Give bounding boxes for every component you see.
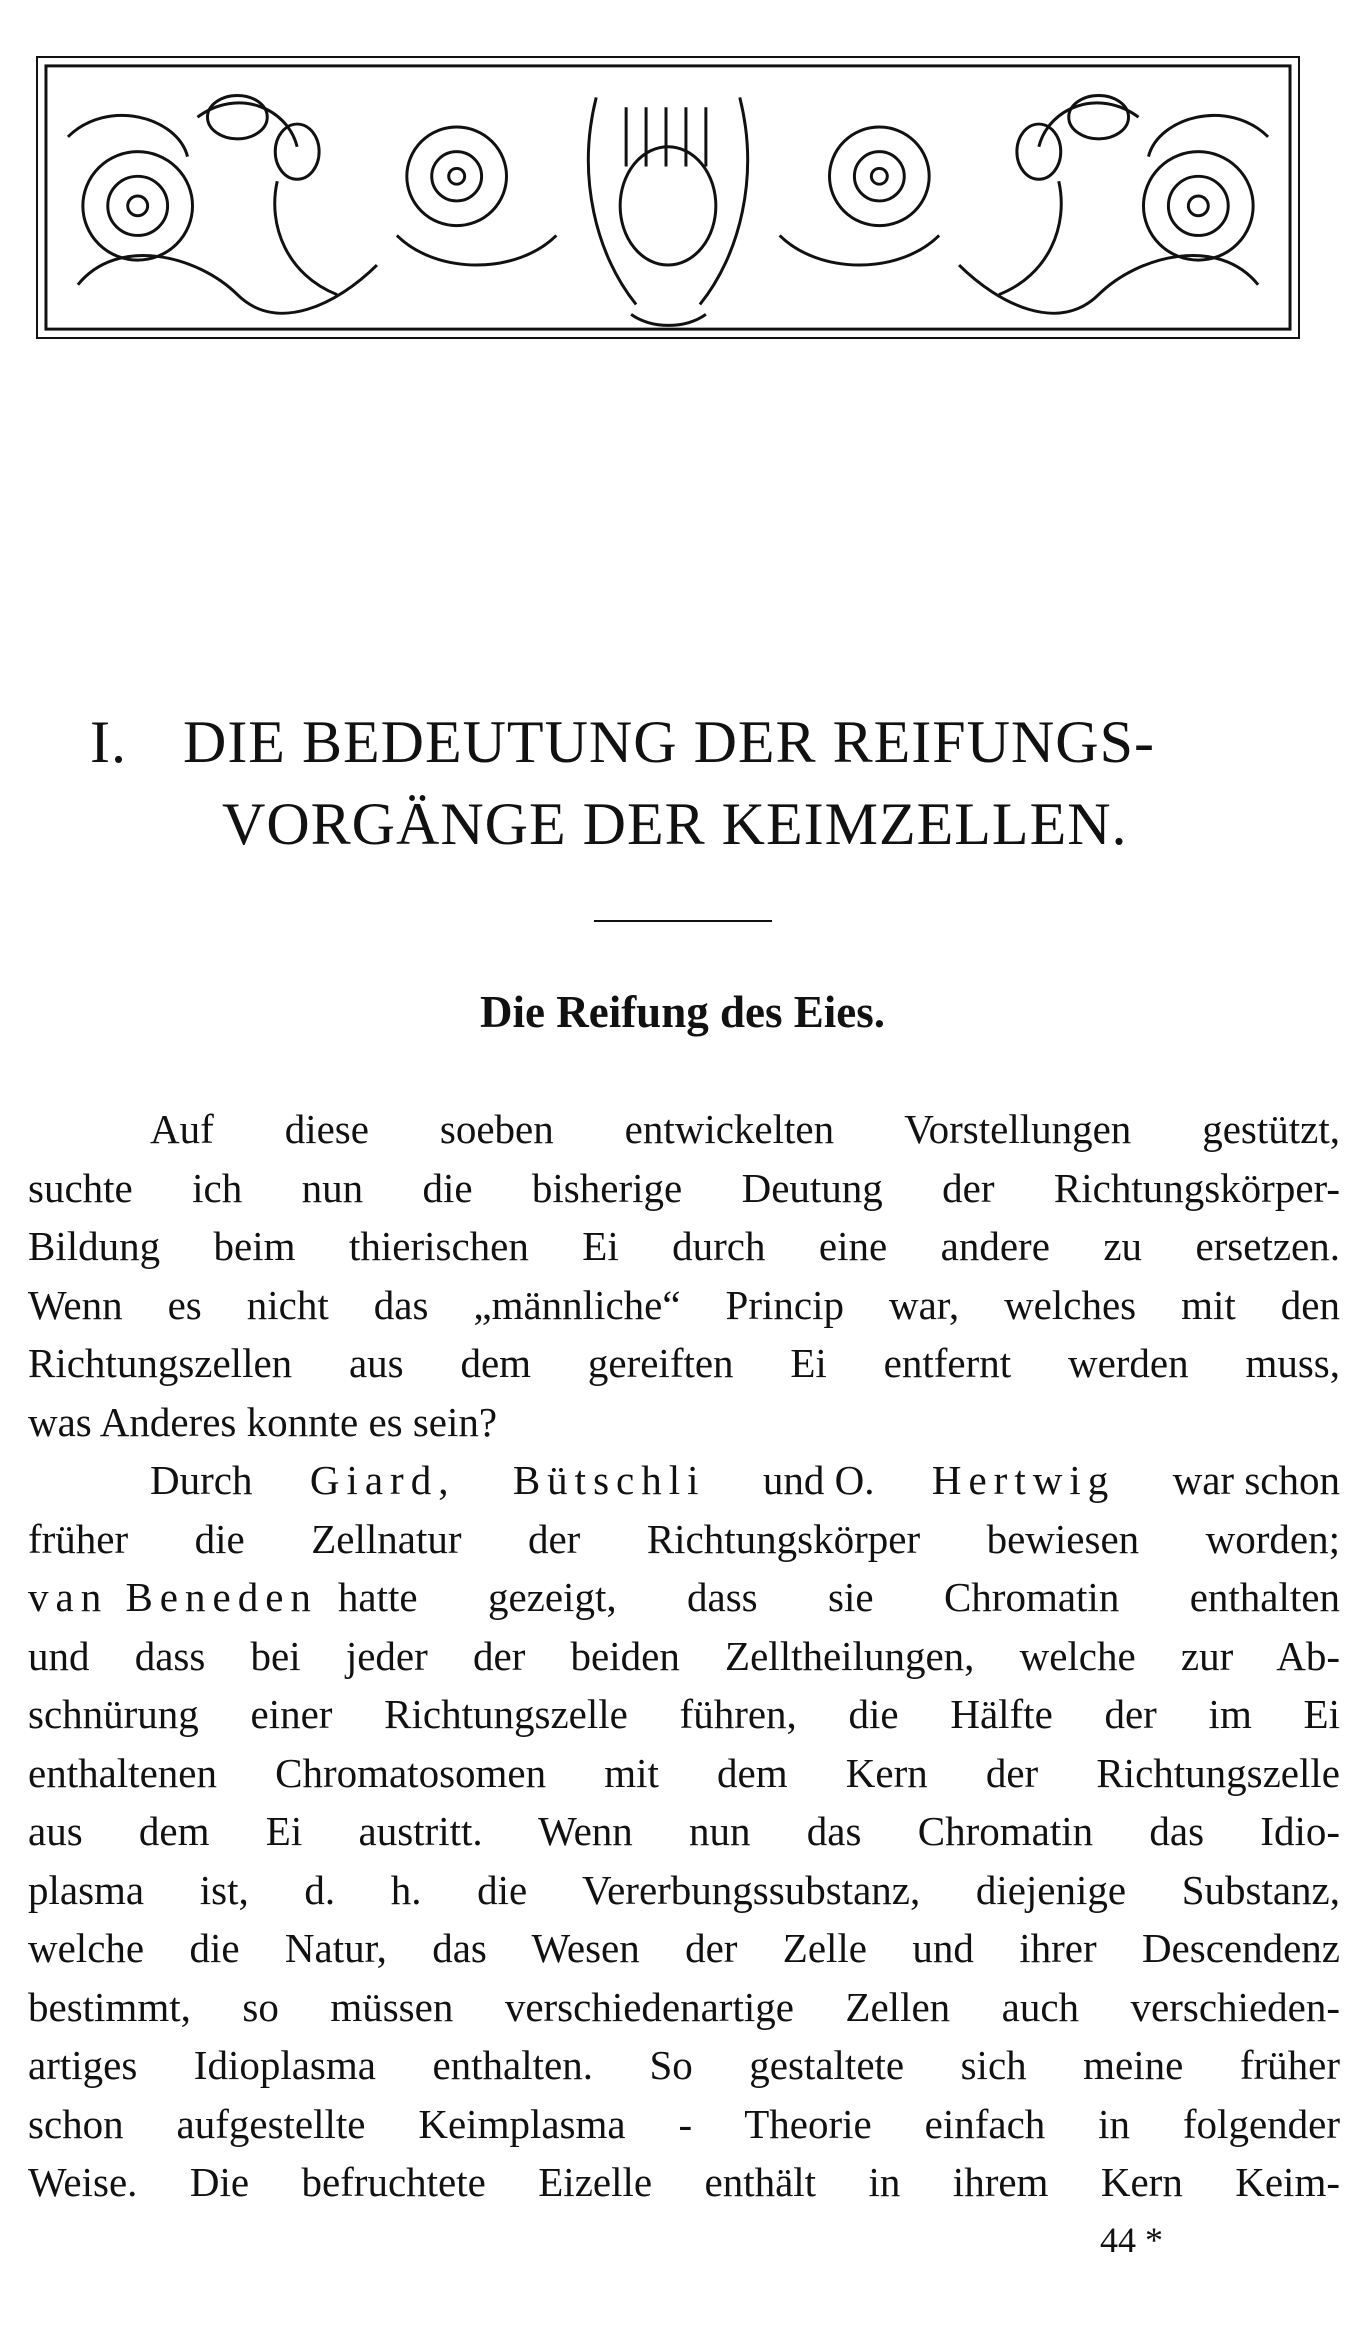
text-line: [28, 1217, 1340, 1276]
text-line: [28, 1568, 1340, 1627]
text-line: [28, 1627, 1340, 1686]
header-ornament: [36, 56, 1300, 339]
chapter-title-line-2: VORGÄNGE DER KEIMZELLEN.: [222, 791, 1128, 857]
chapter-number: I.: [90, 709, 127, 775]
author-name-buetschli: Bütschli: [512, 1457, 706, 1503]
text-line-content: plasma ist, d. h. die Vererbungssubstanz, diejenige Substanz,: [28, 1866, 1340, 1913]
text-line: [28, 1100, 1340, 1159]
text-line-content: artiges Idioplasma enthalten. So gestaltete sich meine früher: [28, 2042, 1340, 2088]
text-line: [28, 1276, 1340, 1335]
section-heading: Die Reifung des Eies.: [480, 987, 885, 1037]
text-line: [28, 1744, 1340, 1803]
text-line: [28, 1334, 1340, 1393]
author-name-hertwig: Hertwig: [931, 1457, 1116, 1503]
text-line-content: hatte gezeigt, dass sie Chromatin enthalten: [337, 1574, 1340, 1620]
text-line-content: Wenn es nicht das „männliche“ Princip war, welches mit den: [28, 1281, 1340, 1328]
author-name-van-beneden: van Beneden: [28, 1574, 318, 1620]
text-line: [28, 2036, 1340, 2095]
text-line: [28, 1451, 1340, 1510]
body-text: [28, 1100, 1340, 2212]
text-line: [28, 1978, 1340, 2037]
text-line: [28, 2095, 1340, 2154]
text-word: Durch: [150, 1457, 253, 1503]
text-line-content: was Anderes konnte es sein?: [28, 1398, 498, 1445]
text-line-content: schnürung einer Richtungszelle führen, die Hälfte der im Ei: [28, 1691, 1340, 1737]
text-line: [28, 1159, 1340, 1218]
text-line: [28, 1861, 1340, 1920]
text-line-content: Richtungszellen aus dem gereiften Ei entfernt werden muss,: [28, 1340, 1340, 1386]
text-line-content: bestimmt, so müssen verschiedenartige Zellen auch verschieden-: [28, 1983, 1340, 2030]
text-line: [28, 1393, 1340, 1452]
text-line-content: suchte ich nun die bisherige Deutung der Richtungskörper-: [28, 1164, 1340, 1211]
title-divider: [594, 920, 772, 922]
text-line-content: Bildung beim thierischen Ei durch eine andere zu ersetzen.: [28, 1223, 1340, 1269]
text-line-content: schon aufgestellte Keimplasma - Theorie einfach in folgender: [28, 2100, 1340, 2147]
text-word: war schon: [1172, 1457, 1340, 1503]
text-line: [28, 1919, 1340, 1978]
text-line-content: aus dem Ei austritt. Wenn nun das Chromatin das Idio-: [28, 1808, 1340, 1854]
text-line-content: und dass bei jeder der beiden Zelltheilungen, welche zur Ab-: [28, 1632, 1340, 1679]
author-name-giard: Giard,: [309, 1457, 456, 1503]
page-number: 44 *: [1100, 2220, 1163, 2260]
text-line: [28, 1510, 1340, 1569]
text-line-content: Auf diese soeben entwickelten Vorstellungen gestützt,: [150, 1106, 1340, 1152]
text-line-content: enthaltenen Chromatosomen mit dem Kern der Richtungszelle: [28, 1749, 1340, 1796]
text-word: und O.: [762, 1457, 875, 1503]
text-line-content: früher die Zellnatur der Richtungskörper bewiesen worden;: [28, 1515, 1340, 1562]
text-line: [28, 2153, 1340, 2212]
chapter-title-line-1: [90, 706, 1290, 778]
text-line-content: welche die Natur, das Wesen der Zelle und ihrer Descendenz: [28, 1925, 1340, 1971]
text-line: [28, 1802, 1340, 1861]
text-line-content: Weise. Die befruchtete Eizelle enthält in ihrem Kern Keim-: [28, 2159, 1340, 2205]
chapter-title-part-1: DIE BEDEUTUNG DER REIFUNGS-: [182, 709, 1155, 775]
text-line: [28, 1685, 1340, 1744]
